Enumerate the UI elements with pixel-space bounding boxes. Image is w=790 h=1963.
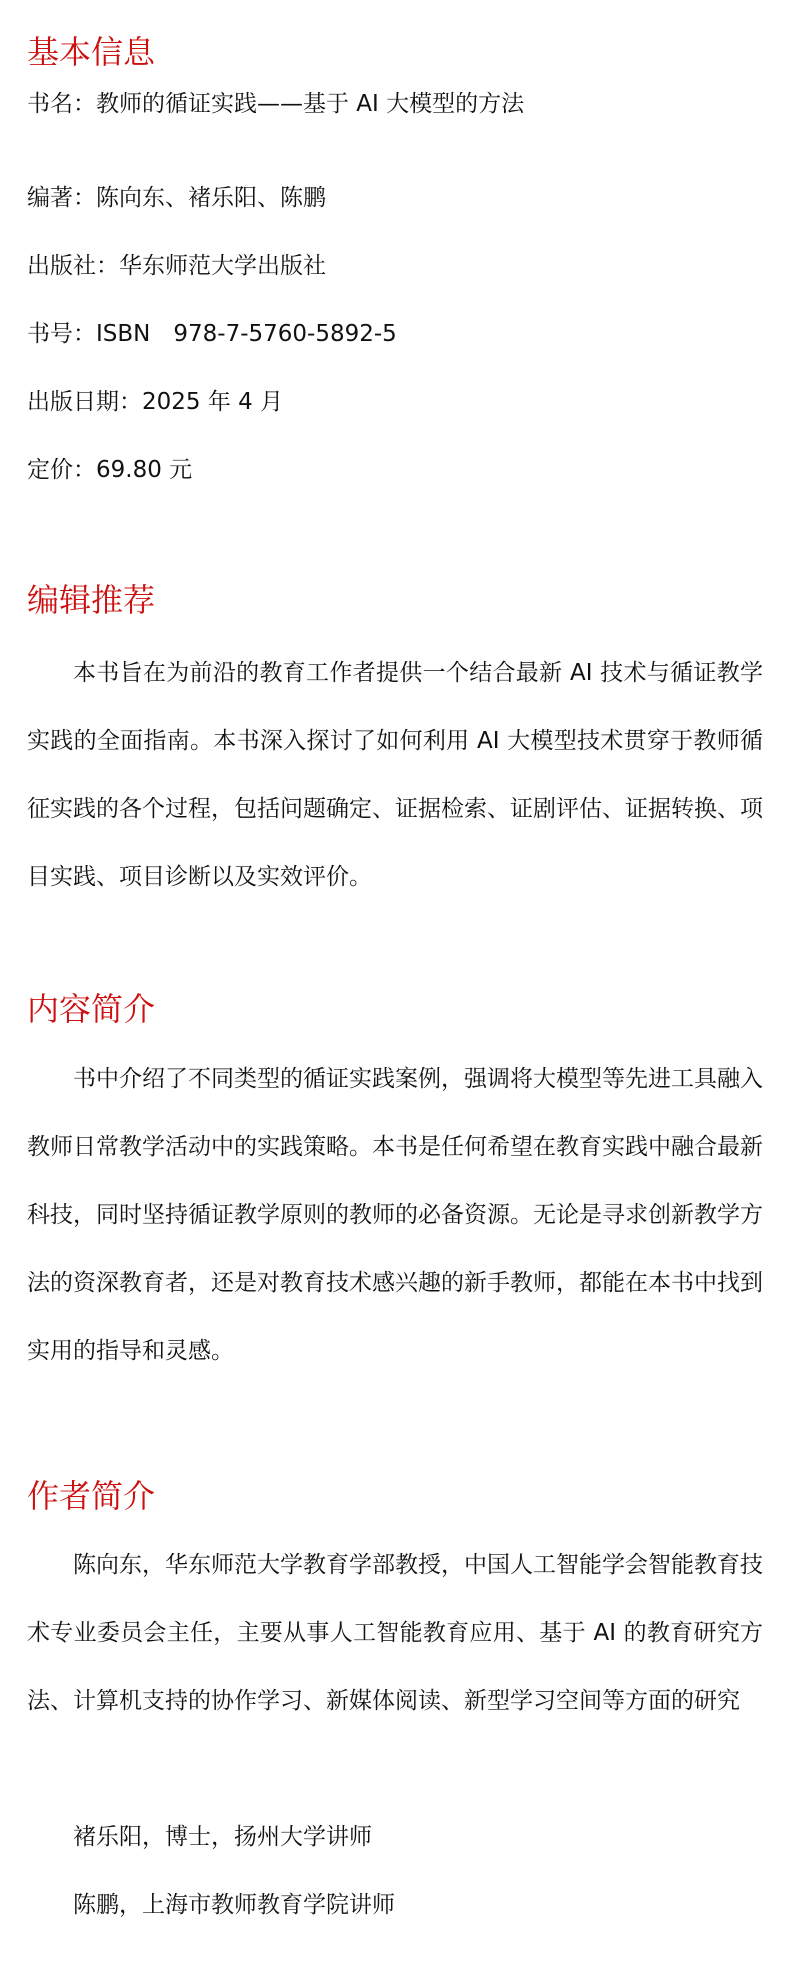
editor-recommendation-heading: 编辑推荐 xyxy=(27,581,156,619)
book-title-line: 书名：教师的循证实践——基于 AI 大模型的方法 xyxy=(27,91,525,117)
author-intro-heading: 作者简介 xyxy=(27,1477,156,1515)
publisher-line: 出版社：华东师范大学出版社 xyxy=(27,253,326,279)
editor-recommendation-text: 本书旨在为前沿的教育工作者提供一个结合最新 AI 技术与循证教学实践的全面指南。本书深入探讨了如何利用 AI 大模型技术贯穿于教师循征实践的各个过程，包括问题确定、证据检索、证剧评估、证据转换、项目实践、项目诊断以及实效评价。 xyxy=(27,660,763,890)
content-summary-heading: 内容简介 xyxy=(27,990,156,1028)
author-intro-chen-xiangdong: 陈向东，华东师范大学教育学部教授，中国人工智能学会智能教育技术专业委员会主任，主要从事人工智能教育应用、基于 AI 的教育研究方法、计算机支持的协作学习、新媒体阅读、新型学习空间等方面的研究 xyxy=(27,1552,763,1714)
price-line: 定价：69.80 元 xyxy=(27,457,193,483)
isbn-line: 书号：ISBN 978-7-5760-5892-5 xyxy=(27,321,397,347)
publish-date-line: 出版日期：2025 年 4 月 xyxy=(27,389,284,415)
editors-line: 编著：陈向东、褚乐阳、陈鹏 xyxy=(27,185,326,211)
author-intro-chen-peng: 陈鹏，上海市教师教育学院讲师 xyxy=(73,1892,395,1918)
basic-info-heading: 基本信息 xyxy=(27,33,156,71)
author-intro-chu-leyang: 褚乐阳，博士，扬州大学讲师 xyxy=(73,1824,372,1850)
content-summary-text: 书中介绍了不同类型的循证实践案例，强调将大模型等先进工具融入教师日常教学活动中的实践策略。本书是任何希望在教育实践中融合最新科技，同时坚持循证教学原则的教师的必备资源。无论是寻求创新教学方法的资深教育者，还是对教育技术感兴趣的新手教师，都能在本书中找到实用的指导和灵感。 xyxy=(27,1066,763,1364)
